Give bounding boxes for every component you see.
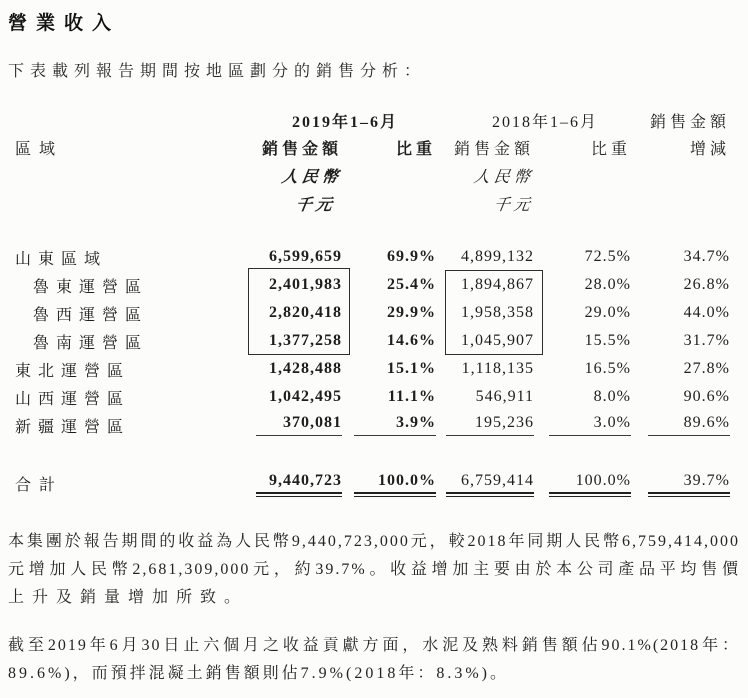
paragraph-line: 本集團於報告期間的收益為人民幣9,440,723,000元，較2018年同期人民幣6,759,414,000 — [8, 533, 740, 550]
change-header-top: 銷售金額 — [649, 114, 730, 131]
sales-2018-cell: 1,118,135 — [461, 360, 534, 377]
table-header-currency — [8, 161, 730, 189]
sales-2019-cell: 2,401,983 — [269, 276, 342, 293]
weight-2018-cell: 28.0% — [584, 276, 631, 293]
sales-2018-cell: 1,045,907 — [461, 332, 534, 349]
region-cell: 新疆運營區 — [15, 418, 131, 436]
table-row-total — [8, 469, 730, 497]
page-title: 營業收入 — [8, 13, 121, 34]
weight-2019-cell: 15.1% — [387, 360, 436, 377]
table-row-luxi — [8, 299, 730, 327]
currency-2018-label: 人民幣 — [472, 168, 536, 186]
period-2019-label: 2019年1–6月 — [292, 114, 399, 131]
region-cell: 魯南運營區 — [33, 334, 149, 352]
weight-2019-cell: 69.9% — [387, 248, 436, 265]
change-cell: 26.8% — [683, 276, 730, 293]
region-column-header: 區域 — [15, 140, 64, 158]
weight-2018-cell: 15.5% — [584, 332, 631, 349]
sales-2018-cell: 4,899,132 — [461, 248, 534, 265]
highlight-box-2019-subregions — [248, 268, 350, 355]
table-row-lunan — [8, 327, 730, 355]
change-cell: 90.6% — [683, 388, 730, 405]
unit-2019-label: 千元 — [294, 196, 338, 214]
total-weight-2018-cell: 100.0% — [538, 469, 633, 497]
weight-2019-cell: 3.9% — [348, 411, 438, 439]
region-cell: 魯西運營區 — [33, 306, 149, 324]
sales-by-region-table — [8, 105, 730, 497]
change-cell: 44.0% — [683, 304, 730, 321]
change-cell: 89.6% — [633, 411, 730, 439]
paragraph-line: 截至2019年6月30日止六個月之收益貢獻方面，水泥及熟料銷售額佔90.1%(2018年： — [8, 637, 740, 654]
weight-2018-cell: 8.0% — [593, 388, 631, 405]
total-label: 合計 — [15, 476, 64, 494]
intro-text: 下表載列報告期間按地區劃分的銷售分析： — [8, 63, 427, 80]
highlight-box-2018-subregions — [445, 270, 543, 355]
weight-2018-header: 比重 — [590, 140, 631, 158]
weight-2019-cell: 11.1% — [387, 388, 436, 405]
change-cell: 34.7% — [683, 248, 730, 265]
total-change-cell: 39.7% — [633, 469, 730, 497]
sales-2019-cell: 1,377,258 — [269, 332, 342, 349]
table-row-shandong — [8, 243, 730, 271]
change-header-bottom: 增減 — [689, 140, 730, 158]
weight-2018-cell: 16.5% — [584, 360, 631, 377]
paragraph-line: 89.6%)，而預拌混凝土銷售額則佔7.9%(2018年：8.3%)。 — [8, 665, 509, 682]
table-row-ludong — [8, 271, 730, 299]
sales-2019-cell: 1,428,488 — [269, 360, 342, 377]
sales-2018-header: 銷售金額 — [453, 140, 534, 158]
weight-2019-cell: 14.6% — [387, 332, 436, 349]
weight-2019-header: 比重 — [395, 140, 436, 158]
period-2018-label: 2018年1–6月 — [492, 114, 599, 131]
weight-2018-cell: 29.0% — [584, 304, 631, 321]
region-cell: 魯東運營區 — [33, 278, 149, 296]
sales-2019-cell: 2,820,418 — [269, 304, 342, 321]
sales-2019-cell: 1,042,495 — [269, 388, 342, 405]
region-cell: 山東區域 — [15, 250, 108, 268]
sales-2018-cell: 1,958,358 — [461, 304, 534, 321]
currency-2019-label: 人民幣 — [280, 168, 344, 186]
weight-2019-cell: 29.9% — [387, 304, 436, 321]
sales-2018-cell: 195,236 — [438, 411, 538, 439]
sales-2019-cell: 370,081 — [180, 411, 348, 439]
sales-2019-cell: 6,599,659 — [269, 248, 342, 265]
paragraph-line: 元增加人民幣2,681,309,000元，約39.7%。收益增加主要由於本公司產品平均售價 — [8, 561, 740, 578]
weight-2018-cell: 72.5% — [584, 248, 631, 265]
sales-2018-cell: 546,911 — [475, 388, 534, 405]
table-header-unit — [8, 189, 730, 217]
region-cell: 山西運營區 — [15, 390, 131, 408]
table-row-shanxi — [8, 383, 730, 411]
weight-2018-cell: 3.0% — [538, 411, 633, 439]
table-row-dongbei — [8, 355, 730, 383]
total-sales-2019-cell: 9,440,723 — [180, 469, 348, 497]
table-header-periods — [8, 105, 730, 133]
total-sales-2018-cell: 6,759,414 — [438, 469, 538, 497]
unit-2018-label: 千元 — [492, 196, 536, 214]
weight-2019-cell: 25.4% — [387, 276, 436, 293]
total-weight-2019-cell: 100.0% — [348, 469, 438, 497]
sales-2018-cell: 1,894,867 — [461, 276, 534, 293]
contribution-commentary-paragraph — [8, 632, 740, 688]
table-header-columns — [8, 133, 730, 161]
table-row-xinjiang — [8, 411, 730, 439]
change-cell: 31.7% — [683, 332, 730, 349]
region-cell: 東北運營區 — [15, 362, 131, 380]
revenue-commentary-paragraph — [8, 528, 740, 612]
change-cell: 27.8% — [683, 360, 730, 377]
sales-2019-header: 銷售金額 — [261, 140, 342, 158]
paragraph-line: 上升及銷量增加所致。 — [8, 589, 249, 606]
